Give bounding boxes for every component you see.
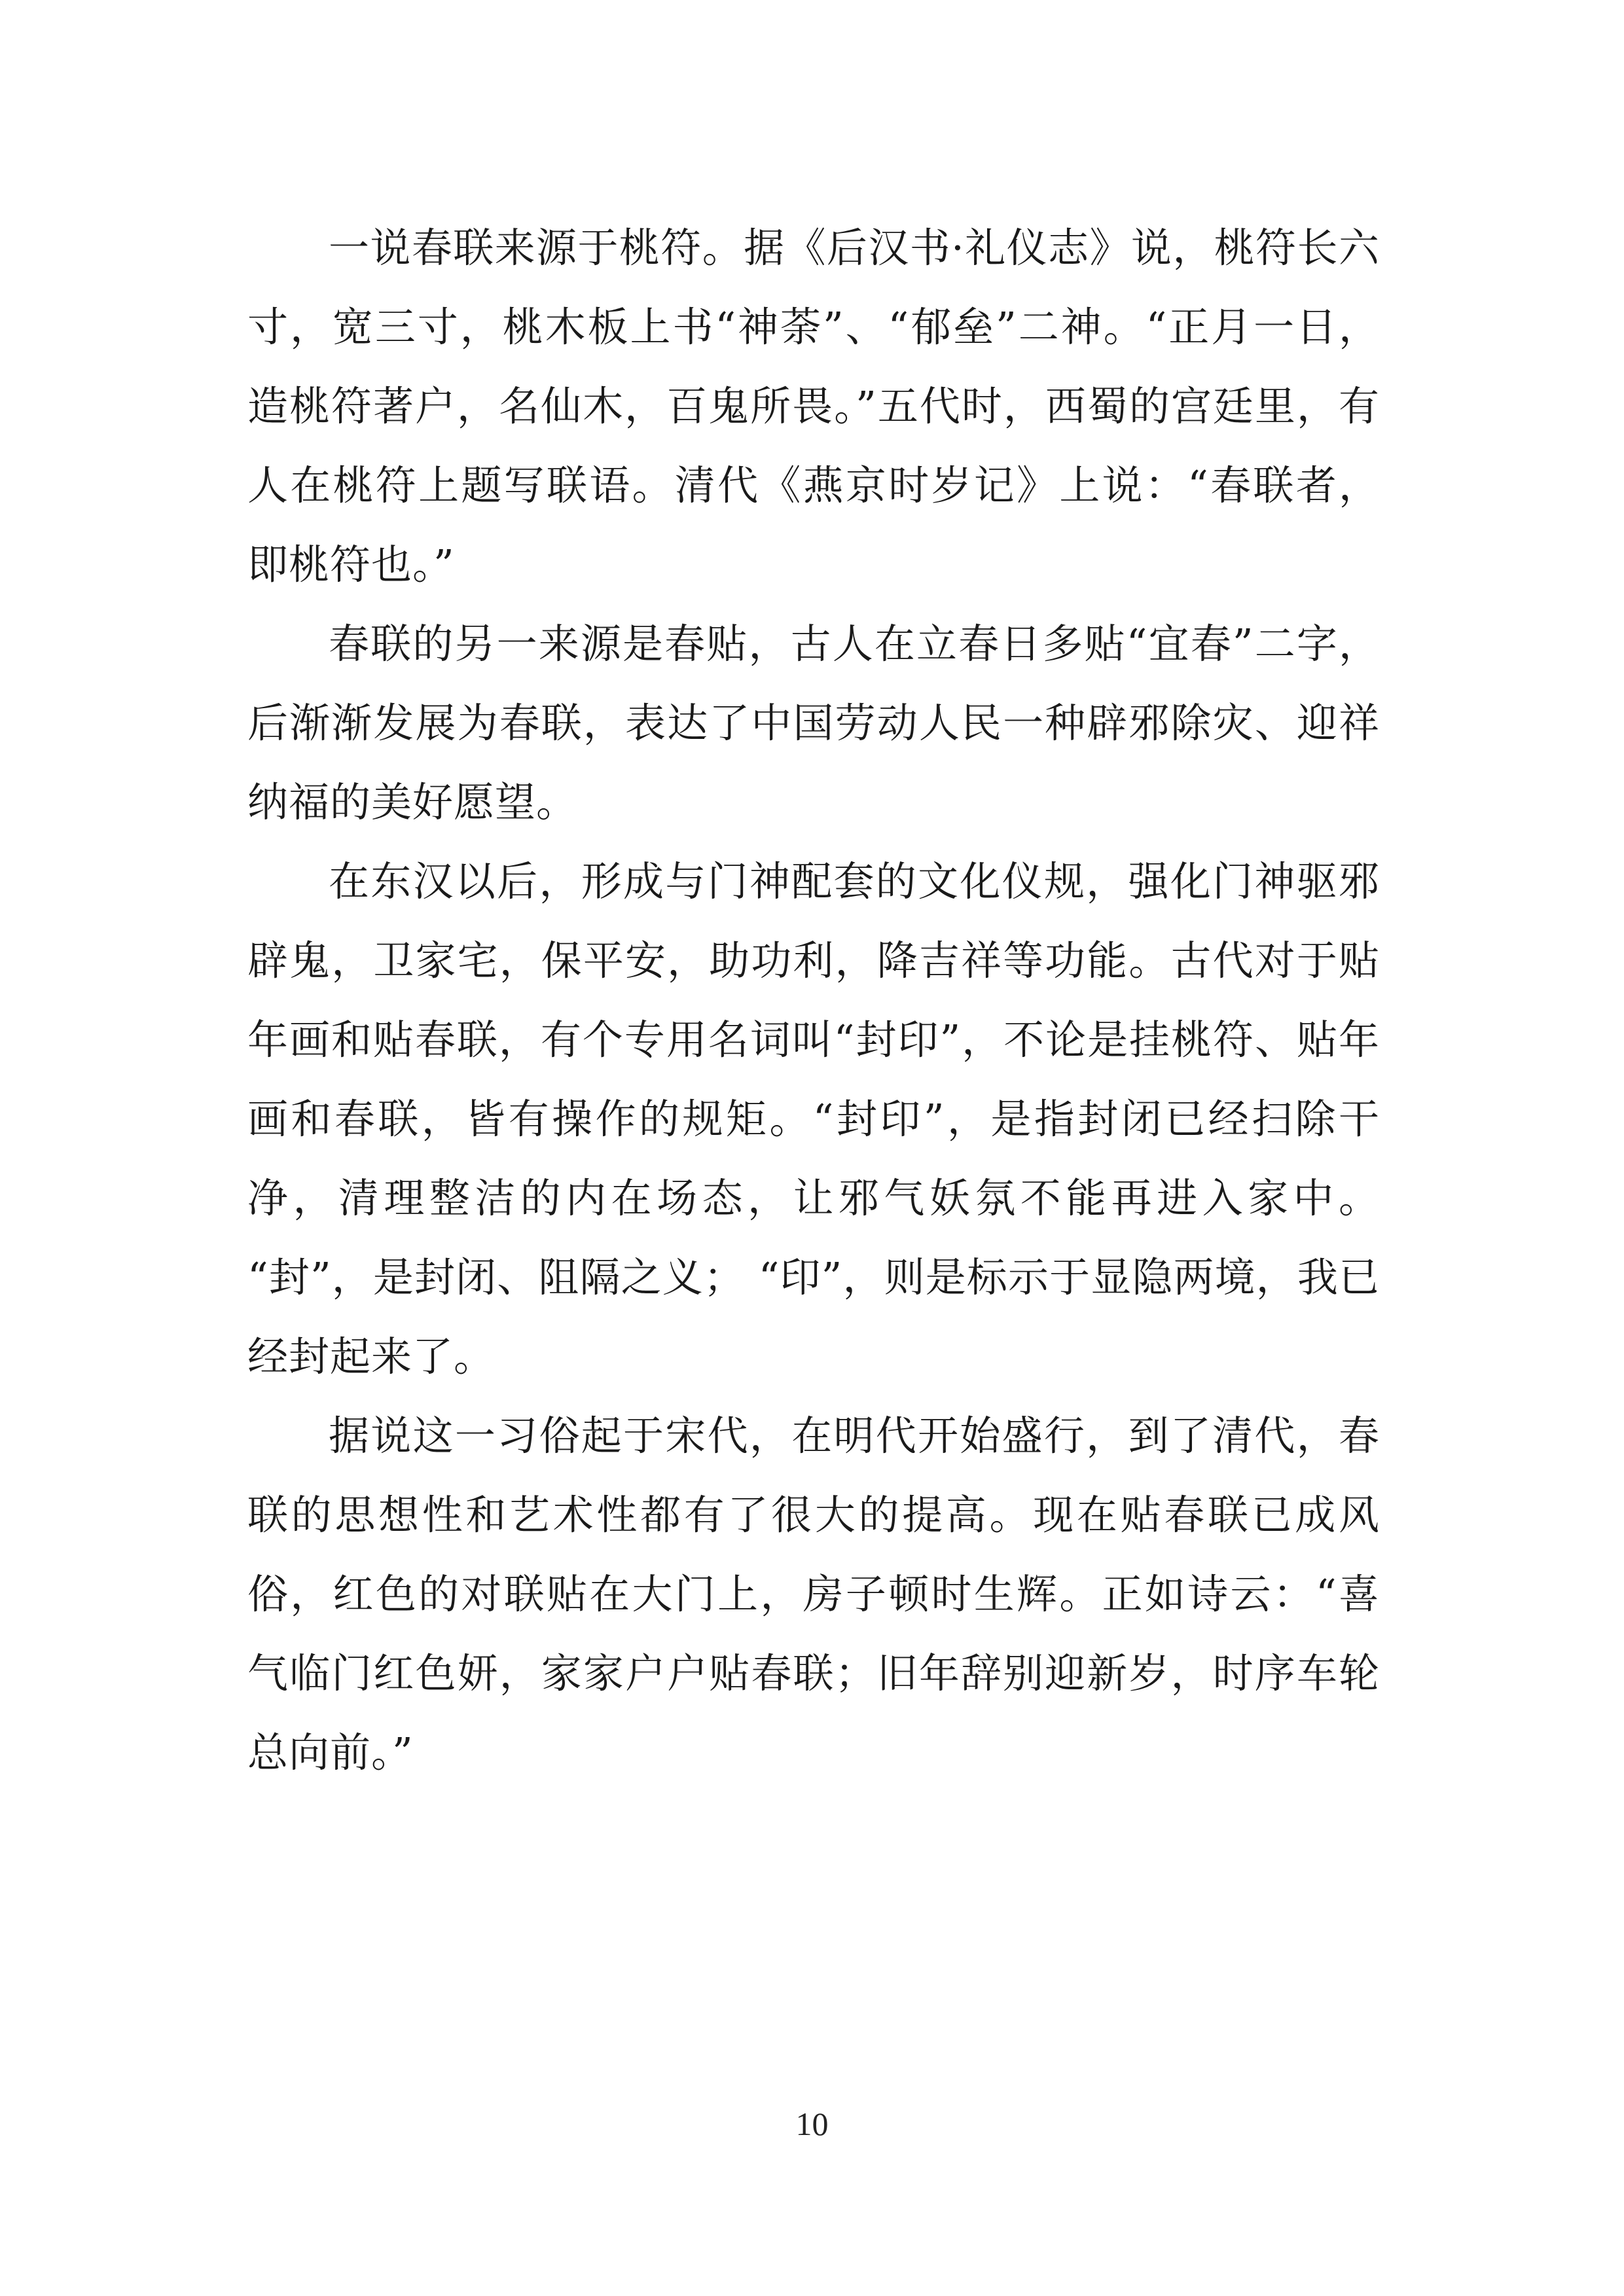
page-number: 10	[795, 2106, 829, 2142]
paragraph-seal-custom: 在东汉以后，形成与门神配套的文化仪规，强化门神驱邪辟鬼，卫家宅，保平安，助功利，降吉祥等功能。古代对于贴年画和贴春联，有个专用名词叫“封印”，不论是挂桃符、贴年画和春联，皆有操作的规矩。“封印”，是指封闭已经扫除干净，清理整洁的内在场态，让邪气妖氛不能再进入家中。 “封”，是封闭、阻隔之义； “印”，则是标示于显隐两境，我已经封起来了。	[247, 857, 1380, 1380]
paragraph-peach-charm-origin: 一说春联来源于桃符。据《后汉书·礼仪志》说，桃符长六寸，宽三寸，桃木板上书“神荼”、“郁垒”二神。“正月一日，造桃符著户，名仙木，百鬼所畏。”五代时，西蜀的宫廷里，有人在桃符上题写联语。清代《燕京时岁记》上说：“春联者，即桃符也。”	[247, 224, 1380, 588]
paragraph-spring-paste-origin: 春联的另一来源是春贴，古人在立春日多贴“宜春”二字，后渐渐发展为春联，表达了中国劳动人民一种辟邪除灾、迎祥纳福的美好愿望。	[247, 620, 1380, 826]
paragraph-song-dynasty-custom: 据说这一习俗起于宋代，在明代开始盛行，到了清代，春联的思想性和艺术性都有了很大的提高。现在贴春联已成风俗，红色的对联贴在大门上，房子顿时生辉。正如诗云：“喜气临门红色妍，家家户户贴春联；旧年辞别迎新岁，时序车轮总向前。”	[247, 1412, 1380, 1776]
body-text	[247, 208, 1380, 1792]
